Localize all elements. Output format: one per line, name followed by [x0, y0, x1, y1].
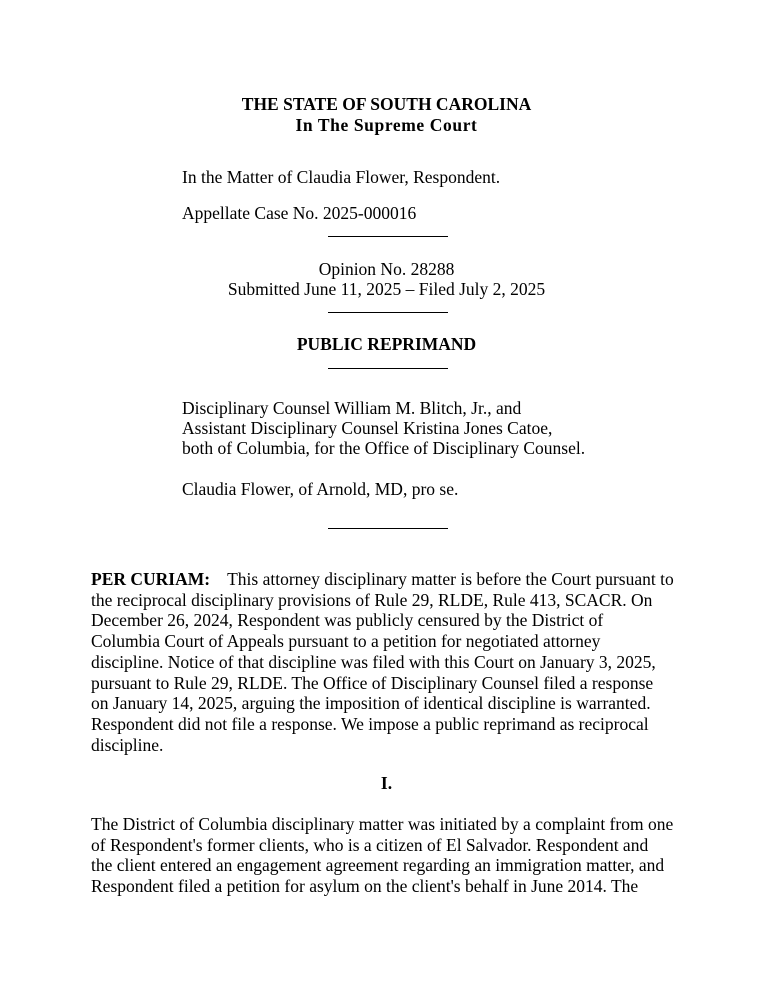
paragraph-line: pursuant to Rule 29, RLDE. The Office of Disciplinary Counsel filed a response	[91, 672, 654, 693]
court-heading: In The Supreme Court	[295, 115, 478, 135]
matter-caption: In the Matter of Claudia Flower, Respondent.	[182, 167, 501, 187]
disposition-heading: PUBLIC REPRIMAND	[296, 334, 477, 354]
paragraph-line: discipline. Notice of that discipline was filed with this Court on January 3, 2025,	[91, 651, 656, 672]
divider-rule	[328, 368, 448, 369]
per-curiam-label: PER CURIAM:	[91, 569, 211, 589]
paragraph-line: The District of Columbia disciplinary matter was initiated by a complaint from one	[91, 814, 674, 834]
divider-rule	[328, 236, 448, 237]
section-heading: I.	[380, 773, 393, 793]
paragraph-line: the reciprocal disciplinary provisions of Rule 29, RLDE, Rule 413, SCACR. On	[91, 589, 653, 610]
paragraph-line: December 26, 2024, Respondent was publicly censured by the District of	[91, 610, 604, 631]
case-number: Appellate Case No. 2025-000016	[182, 203, 417, 223]
paragraph-line: discipline.	[91, 734, 164, 755]
paragraph-line: on January 14, 2025, arguing the imposition of identical discipline is warranted.	[91, 693, 651, 714]
paragraph-line	[91, 569, 691, 590]
paragraph-line: the client entered an engagement agreement regarding an immigration matter, and	[91, 855, 665, 876]
paragraph-line: of Respondent's former clients, who is a citizen of El Salvador. Respondent and	[91, 834, 649, 855]
paragraph-line: Respondent filed a petition for asylum on the client's behalf in June 2014. The	[91, 876, 639, 897]
paragraph-text: This attorney disciplinary matter is before the Court pursuant to	[227, 569, 674, 589]
divider-rule	[328, 312, 448, 313]
opinion-dates: Submitted June 11, 2025 – Filed July 2, 2025	[227, 279, 546, 299]
odc-counsel-line: both of Columbia, for the Office of Disciplinary Counsel.	[182, 438, 586, 458]
odc-counsel-line: Assistant Disciplinary Counsel Kristina Jones Catoe,	[182, 418, 553, 438]
odc-counsel-line: Disciplinary Counsel William M. Blitch, Jr., and	[182, 398, 522, 418]
paragraph-line: Columbia Court of Appeals pursuant to a petition for negotiated attorney	[91, 631, 601, 652]
state-heading: THE STATE OF SOUTH CAROLINA	[241, 94, 532, 114]
opinion-number: Opinion No. 28288	[318, 259, 455, 279]
respondent-counsel: Claudia Flower, of Arnold, MD, pro se.	[182, 479, 459, 499]
divider-rule	[328, 528, 448, 529]
opinion-paragraph-1	[91, 569, 691, 755]
paragraph-line: Respondent did not file a response. We impose a public reprimand as reciprocal	[91, 713, 649, 734]
opinion-paragraph-2	[91, 814, 691, 897]
